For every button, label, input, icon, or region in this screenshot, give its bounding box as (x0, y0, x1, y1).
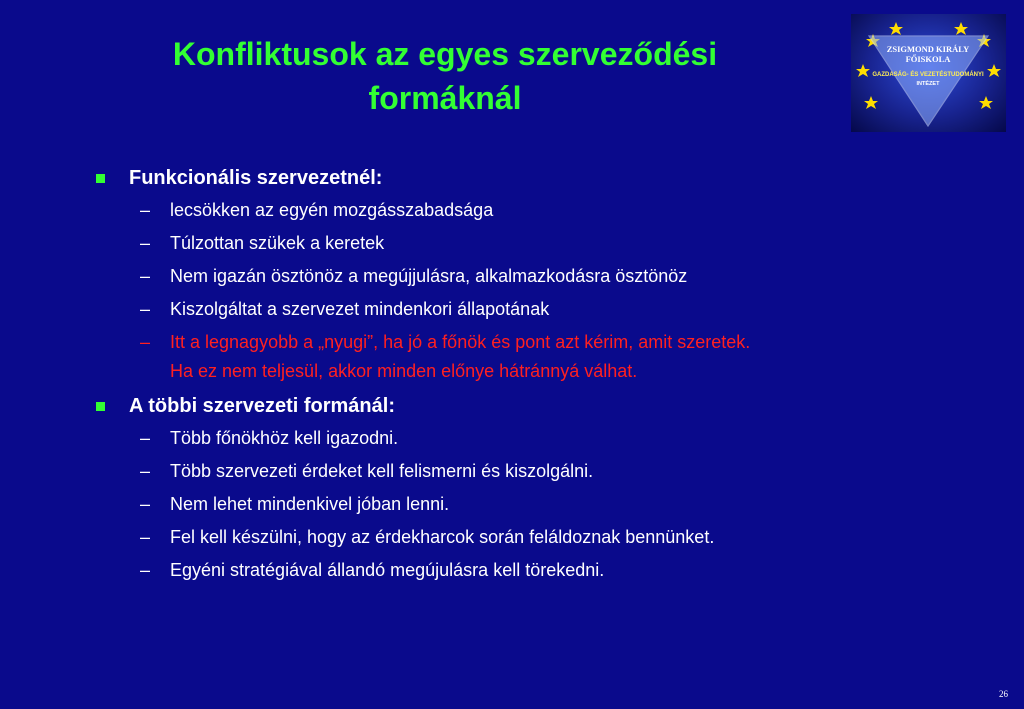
list-item (92, 554, 992, 587)
list-item (92, 293, 992, 326)
square-bullet-icon (96, 174, 105, 183)
list-item-text: Több főnökhöz kell igazodni. (170, 428, 399, 448)
slide-content (92, 162, 992, 587)
star-icon (856, 64, 870, 77)
list-item-text: Túlzottan szükek a keretek (170, 233, 385, 253)
square-bullet-icon (96, 402, 105, 411)
list-item (92, 455, 992, 488)
list-item-text: lecsökken az egyén mozgásszabadsága (170, 200, 494, 220)
star-icon (864, 96, 878, 109)
list-item (92, 422, 992, 455)
dash-bullet: – (140, 299, 151, 319)
section-heading-text: Funkcionális szervezetnél: (129, 167, 383, 189)
star-icon (987, 64, 1001, 77)
list-item-text: Nem lehet mindenkivel jóban lenni. (170, 494, 450, 514)
slide-title-line-2: formáknál (368, 80, 522, 116)
dash-bullet: – (140, 332, 151, 352)
slide-title (60, 32, 830, 120)
dash-bullet: – (140, 494, 151, 514)
logo-text-line-1: ZSIGMOND KIRÁLY (886, 44, 970, 54)
section-heading-functional (92, 162, 992, 194)
dash-bullet: – (140, 560, 151, 580)
logo-text-line-4: INTÉZET (916, 81, 940, 87)
list-item-text: Nem igazán ösztönöz a megújjulásra, alkalmazkodásra ösztönöz (170, 266, 688, 286)
list-item-text: Fel kell készülni, hogy az érdekharcok során feláldoznak bennünket. (170, 527, 715, 547)
logo-text-line-3: GAZDASÁG- ÉS VEZETÉSTUDOMÁNYI (872, 72, 984, 78)
dash-bullet: – (140, 266, 151, 286)
dash-bullet: – (140, 461, 151, 481)
star-icon (954, 22, 968, 35)
star-icon (889, 22, 903, 35)
section-heading-text: A többi szervezeti formánál: (129, 395, 395, 417)
list-item (92, 488, 992, 521)
dash-bullet: – (140, 527, 151, 547)
section-heading-other (92, 390, 992, 422)
list-item-text: Kiszolgáltat a szervezet mindenkori állapotának (170, 299, 550, 319)
page-number: 26 (999, 689, 1008, 699)
list-item (92, 227, 992, 260)
slide-title-line-1: Konfliktusok az egyes szerveződési (172, 36, 718, 72)
list-item (92, 521, 992, 554)
list-item-text: Egyéni stratégiával állandó megújulásra kell törekedni. (170, 560, 605, 580)
dash-bullet: – (140, 428, 151, 448)
highlighted-list-item (92, 328, 992, 386)
highlight-line-1: Itt a legnagyobb a „nyugi”, ha jó a főnök és pont azt kérim, amit szeretek. (170, 332, 751, 352)
list-item-text: Több szervezeti érdeket kell felismerni és kiszolgálni. (170, 461, 594, 481)
list-item (92, 260, 992, 293)
dash-bullet: – (140, 200, 151, 220)
institution-logo (851, 14, 1006, 132)
list-item (92, 194, 992, 227)
logo-text-line-2: FŐISKOLA (905, 54, 951, 64)
dash-bullet: – (140, 233, 151, 253)
highlight-line-2: Ha ez nem teljesül, akkor minden előnye hátránnyá válhat. (170, 361, 638, 381)
star-icon (979, 96, 993, 109)
eu-stars-triangle-logo (851, 14, 1006, 132)
